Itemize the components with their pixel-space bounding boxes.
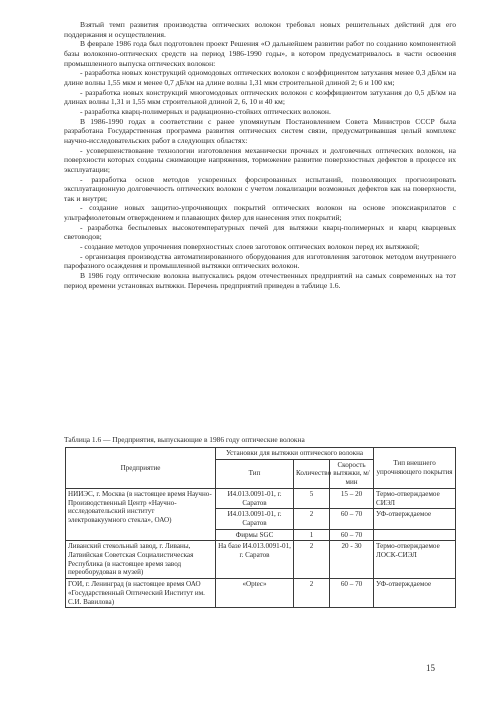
cell-type: На базе И4.013.0091-01, г. Саратов bbox=[216, 541, 294, 579]
cell-coating: Термо-отверждаемое СИЭЛ bbox=[374, 488, 456, 508]
cell-speed: 60 – 70 bbox=[330, 509, 374, 529]
list-item: - усовершенствование технологии изготовления механически прочных и долговечных оптических волокон, на поверхности которых созданы сжимающие напряжения, торможение развитие поверхностных дефектов в процессе их эксплуатации; bbox=[64, 145, 456, 174]
body-text bbox=[64, 20, 456, 290]
cell-type: Фирмы SGC bbox=[216, 529, 294, 541]
cell-enterprise: ГОИ, г. Ленинград (в настоящее время ОАО «Государственный Оптический Институт им. С.И. Вавилова) bbox=[66, 579, 216, 608]
table-caption: Таблица 1.6 — Предприятия, выпускающие в 1986 году оптические волокна bbox=[64, 435, 305, 444]
cell-type: «Optec» bbox=[216, 579, 294, 608]
cell-speed: 15 – 20 bbox=[330, 488, 374, 508]
paragraph: В 1986-1990 годах в соответствии с ранее упомянутым Постановлением Совета Министров СССР была разработана Государственная программа развития оптических систем связи, предусматривавшая целый комплекс научно-исследовательских работ в следующих областях: bbox=[64, 116, 456, 145]
list-item: - разработка беспылевых высокотемпературных печей для вытяжки кварц-полимерных и кварц кварцевых световодов; bbox=[64, 222, 456, 242]
list-item: - разработка основ методов ускоренных форсированных испытаний, позволяющих прогнозировать эксплуатационную долговечность оптических волокон с учетом локализации возможных дефектов как на поверхности, так и внутри; bbox=[64, 174, 456, 203]
list-item: - разработка новых конструкций одномодовых оптических волокон с коэффициентом затухания менее 0,3 дБ/км на длине волны 1,55 мкм и менее 0,7 дБ/км на длине волны 1,31 мкм строительной длиной 2; 6 и 100 км; bbox=[64, 68, 456, 87]
page-number: 15 bbox=[426, 663, 435, 673]
list-item: - разработка новых конструкций многомодовых оптических волокон с коэффициентом затухания до 0,5 дБ/км на длинах волны 1,31 и 1,55 мкм строительной длиной 2, 6, 10 и 40 км; bbox=[64, 87, 456, 107]
table-header-row bbox=[66, 448, 456, 460]
header-speed: Скорость вытяжки, м/мин bbox=[330, 459, 374, 488]
paragraph: Взятый темп развития производства оптических волокон требовал новых решительных действий для его поддержания и осуществления. bbox=[64, 20, 456, 39]
cell-type: И4.013.0091-01, г. Саратов bbox=[216, 509, 294, 529]
header-installations: Установки для вытяжки оптического волокна bbox=[216, 448, 374, 460]
cell-coating: Термо-отверждаемое ЛОСК-СИЭЛ bbox=[374, 541, 456, 579]
cell-speed: 20 - 30 bbox=[330, 541, 374, 579]
paragraph: В феврале 1986 года был подготовлен проект Решения «О дальнейшем развитии работ по созданию компонентной базы волоконно-оптических средств на период 1986-1990 годы», в котором предусматривалось в части освоения промышленного выпуска оптических волокон: bbox=[64, 39, 456, 68]
cell-speed: 60 – 70 bbox=[330, 529, 374, 541]
list-item: - организация производства автоматизированного оборудования для изготовления заготовок методом внутреннего парофазного осаждения и промышленной вытяжки оптических волокон. bbox=[64, 251, 456, 271]
cell-speed: 60 – 70 bbox=[330, 579, 374, 608]
cell-type: И4.013.0091-01, г. Саратов bbox=[216, 488, 294, 508]
paragraph: В 1986 году оптические волокна выпускались рядом отечественных предприятий на самых современных на тот период времени установках вытяжки. Перечень предприятий приведен в таблице 1.6. bbox=[64, 271, 456, 290]
cell-coating bbox=[374, 529, 456, 541]
cell-count: 2 bbox=[294, 509, 330, 529]
table-row bbox=[66, 579, 456, 608]
cell-count: 2 bbox=[294, 579, 330, 608]
cell-enterprise: Ливанский стекольный завод, г. Ливаны, Латвийская Советская Социалистическая Республика (в настоящее время завод переоборудован в музей) bbox=[66, 541, 216, 579]
cell-coating: УФ-отверждаемое bbox=[374, 509, 456, 529]
cell-count: 5 bbox=[294, 488, 330, 508]
cell-count: 2 bbox=[294, 541, 330, 579]
header-type: Тип bbox=[216, 459, 294, 488]
header-coating: Тип внешнего упрочняющего покрытия bbox=[374, 448, 456, 489]
table-row bbox=[66, 541, 456, 579]
cell-coating: УФ-отверждаемое bbox=[374, 579, 456, 608]
enterprises-table bbox=[65, 447, 456, 608]
list-item: - создание методов упрочнения поверхностных слоев заготовок оптических волокон перед их вытяжкой; bbox=[80, 242, 420, 252]
list-item: - разработка кварц-полимерных и радиационно-стойких оптических волокон. bbox=[80, 106, 331, 116]
list-item: - создание новых защитно-упрочняющих покрытий оптических волокон на основе эпоксиакрилатов с ультрафиолетовым отверждением и плавающих филер для нанесения этих покрытий; bbox=[64, 203, 456, 223]
header-count: Количество bbox=[294, 459, 330, 488]
cell-count: 1 bbox=[294, 529, 330, 541]
header-enterprise: Предприятие bbox=[66, 448, 216, 489]
table-row bbox=[66, 488, 456, 508]
cell-enterprise: НИИЭС, г. Москва (в настоящее время Научно-Производственный Центр «Научно-исследовательский институт электровакуумного стекла», ОАО) bbox=[66, 488, 216, 541]
